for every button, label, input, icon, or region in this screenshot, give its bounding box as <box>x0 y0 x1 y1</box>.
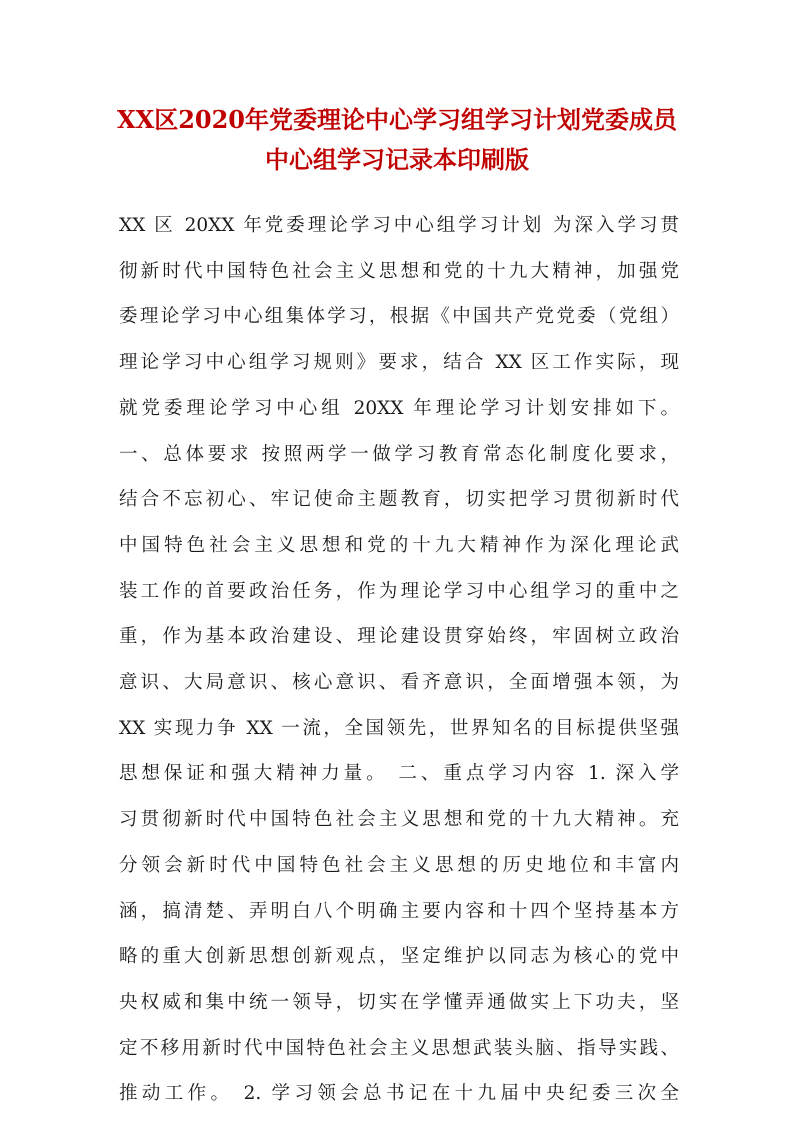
body-line: XX 实现力争 XX 一流，全国领先，世界知名的目标提供坚强 <box>119 717 679 739</box>
body-line: XX 区 20XX 年党委理论学习中心组学习计划 为深入学习贯 <box>119 215 679 236</box>
body-line: 思想保证和强大精神力量。 二、重点学习内容 1. 深入学 <box>119 763 679 785</box>
body-line: 涵，搞清楚、弄明白八个明确主要内容和十四个坚持基本方 <box>119 900 679 922</box>
body-line: 分领会新时代中国特色社会主义思想的历史地位和丰富内 <box>119 854 679 876</box>
body-line: 理论学习中心组学习规则》要求，结合 XX 区工作实际，现 <box>119 352 679 374</box>
body-line: 结合不忘初心、牢记使命主题教育，切实把学习贯彻新时代 <box>119 489 679 511</box>
body-line: 就党委理论学习中心组 20XX 年理论学习计划安排如下。 <box>119 397 679 419</box>
body-line: 装工作的首要政治任务，作为理论学习中心组学习的重中之 <box>119 580 679 602</box>
title-line: 中心组学习记录本印刷版 <box>265 145 529 174</box>
document-title <box>100 100 694 180</box>
title-line: XX区2020年党委理论中心学习组学习计划党委成员 <box>116 105 678 134</box>
body-line: 重，作为基本政治建设、理论建设贯穿始终，牢固树立政治 <box>119 626 679 648</box>
body-line: 意识、大局意识、核心意识、看齐意识，全面增强本领，为 <box>119 672 679 694</box>
body-line: 委理论学习中心组集体学习，根据《中国共产党党委（党组） <box>119 306 679 328</box>
body-line: 略的重大创新思想创新观点，坚定维护以同志为核心的党中 <box>119 946 679 968</box>
body-line: 彻新时代中国特色社会主义思想和党的十九大精神，加强党 <box>119 260 679 282</box>
body-line: 中国特色社会主义思想和党的十九大精神作为深化理论武 <box>119 534 679 556</box>
body-line: 定不移用新时代中国特色社会主义思想武装头脑、指导实践、 <box>119 1037 679 1059</box>
body-line: 习贯彻新时代中国特色社会主义思想和党的十九大精神。充 <box>119 809 679 831</box>
body-line: 央权威和集中统一领导，切实在学懂弄通做实上下功夫，坚 <box>119 991 679 1013</box>
body-line: 一、总体要求 按照两学一做学习教育常态化制度化要求， <box>119 443 679 465</box>
document-body <box>119 203 679 1117</box>
body-line: 推动工作。 2. 学习领会总书记在十九届中央纪委三次全 <box>119 1083 679 1105</box>
